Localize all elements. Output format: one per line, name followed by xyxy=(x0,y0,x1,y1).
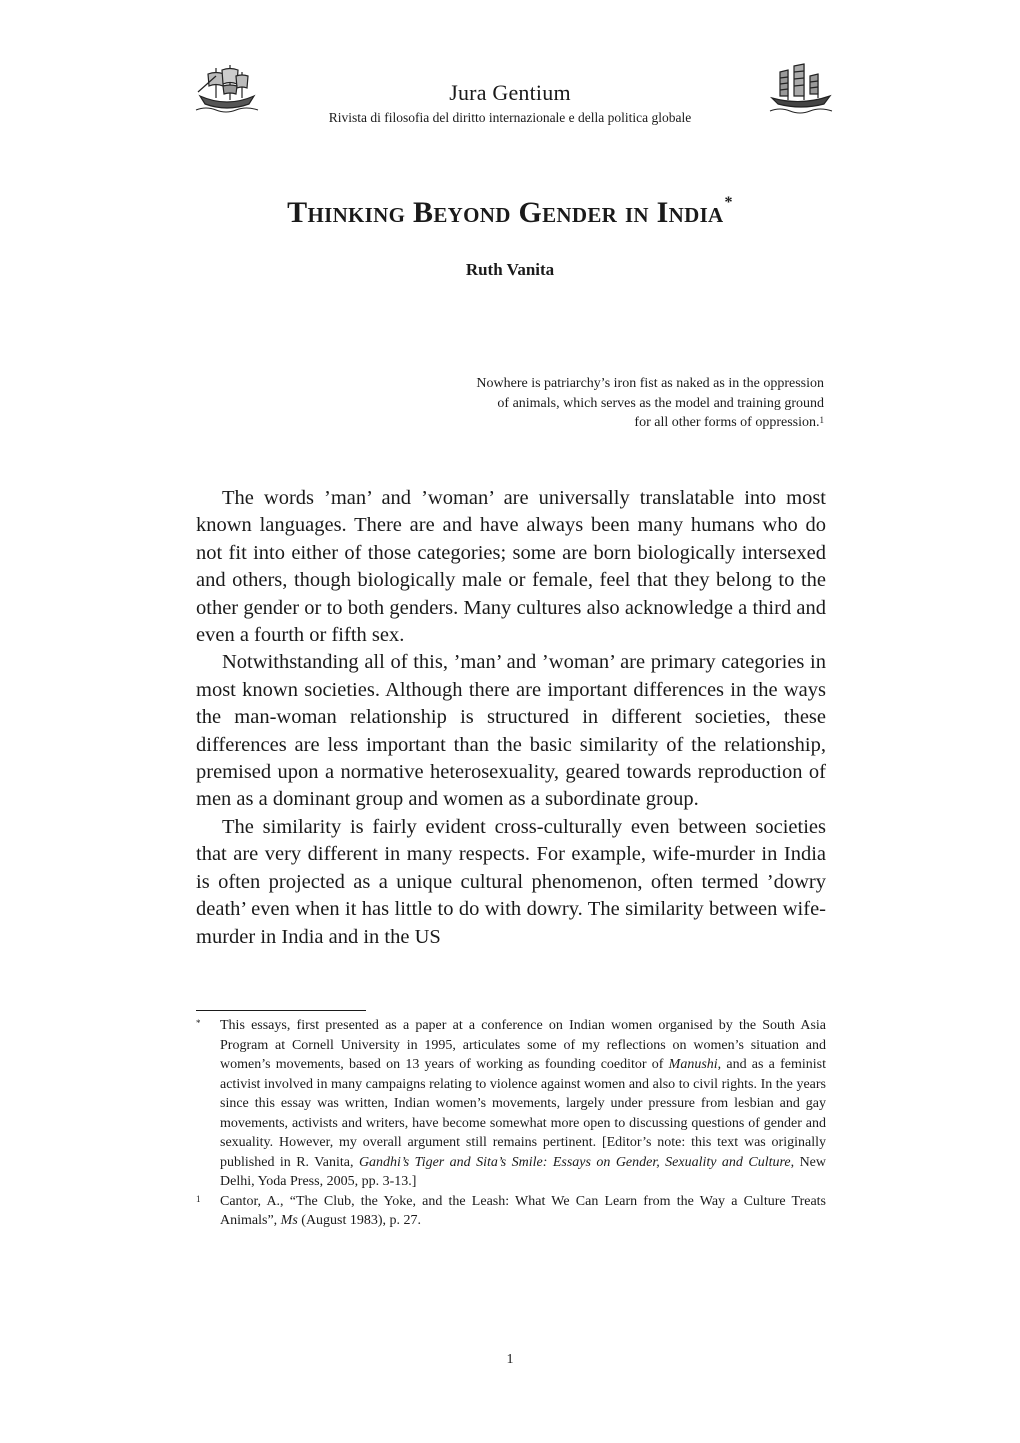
journal-title: Jura Gentium xyxy=(449,80,571,105)
page-number: 1 xyxy=(506,1352,514,1367)
epigraph-footnote-mark[interactable]: 1 xyxy=(819,415,824,425)
author-name: Ruth Vanita xyxy=(465,260,555,279)
footnote-text: Cantor, A., “The Club, the Yoke, and the Leash: What We Can Learn from the Way a Culture Treats Animals”, xyxy=(220,1193,826,1228)
footnote-mark: 1 xyxy=(196,1193,201,1204)
footnote-text: (August 1983), p. 27. xyxy=(297,1213,422,1228)
footnote-journal-title: Ms xyxy=(280,1213,298,1228)
epigraph-line: Nowhere is patriarchy’s iron fist as naked as in the oppression xyxy=(476,376,824,391)
article-title xyxy=(0,196,1020,230)
body-paragraph: Notwithstanding all of this, ’man’ and ’woman’ are primary categories in most known societies. Although there are important differences in the ways the man-woman relationship is structured in different societies, these differences are less important than the basic similarity of the relationship, premised upon a normative heterosexuality, geared towards reproduction of men as a dominant group and women as a subordinate group. xyxy=(196,651,826,811)
footnote-journal-title: Manushi xyxy=(668,1057,718,1072)
epigraph-line xyxy=(384,413,824,433)
epigraph xyxy=(384,374,824,433)
footnote-text: This essays, first presented as a paper at a conference on Indian women organised by the South Asia Program at Cornell University in 1995, articulates some of my reflections on women’s situation and women’s movements, based on 13 years of working as founding coeditor of xyxy=(220,1018,826,1072)
body-paragraph: The words ’man’ and ’woman’ are universally translatable into most known languages. There are and have always been many humans who do not fit into either of those categories; some are born biologically intersexed and others, though biologically male or female, feel that they belong to the other gender or to both genders. Many cultures also acknowledge a third and even a fourth or fifth sex. xyxy=(196,487,826,647)
article-title-text: Thinking Beyond Gender in India xyxy=(287,196,724,229)
footnote xyxy=(196,1192,826,1231)
journal-subtitle: Rivista di filosofia del diritto internazionale e della politica globale xyxy=(328,110,692,125)
title-footnote-mark[interactable]: * xyxy=(724,194,733,211)
body-paragraph: The similarity is fairly evident cross-culturally even between societies that are very different in many respects. For example, wife-murder in India is often projected as a unique cultural phenomenon, often termed ’dowry death’ even when it has little to do with dowry. The similarity between wife-murder in India and in the US xyxy=(196,815,826,948)
footnote-text: , New Delhi, Yoda Press, 2005, pp. 3-13.] xyxy=(220,1154,827,1189)
epigraph-line-text: for all other forms of oppression. xyxy=(634,415,820,430)
footnote xyxy=(196,1016,826,1192)
footnote-book-title: Gandhi’s Tiger and Sita’s Smile: Essays on Gender, Sexuality and Culture xyxy=(358,1154,791,1170)
footnote-mark: * xyxy=(196,1018,201,1028)
footnote-separator xyxy=(196,1010,366,1011)
footnote-text: , and as a feminist activist involved in many campaigns relating to violence against women and also to civil rights. In the years since this essay was written, Indian women’s movements, largely under pressure from lesbian and gay movements, activists and writers, have become somewhat more open to discussing questions of gender and sexuality. However, my overall argument still remains pertinent. [Editor’s note: this text was originally published in R. Vanita, xyxy=(220,1057,826,1170)
epigraph-line: of animals, which serves as the model and training ground xyxy=(497,395,824,411)
footnotes xyxy=(196,1016,826,1231)
body-text xyxy=(196,485,826,951)
